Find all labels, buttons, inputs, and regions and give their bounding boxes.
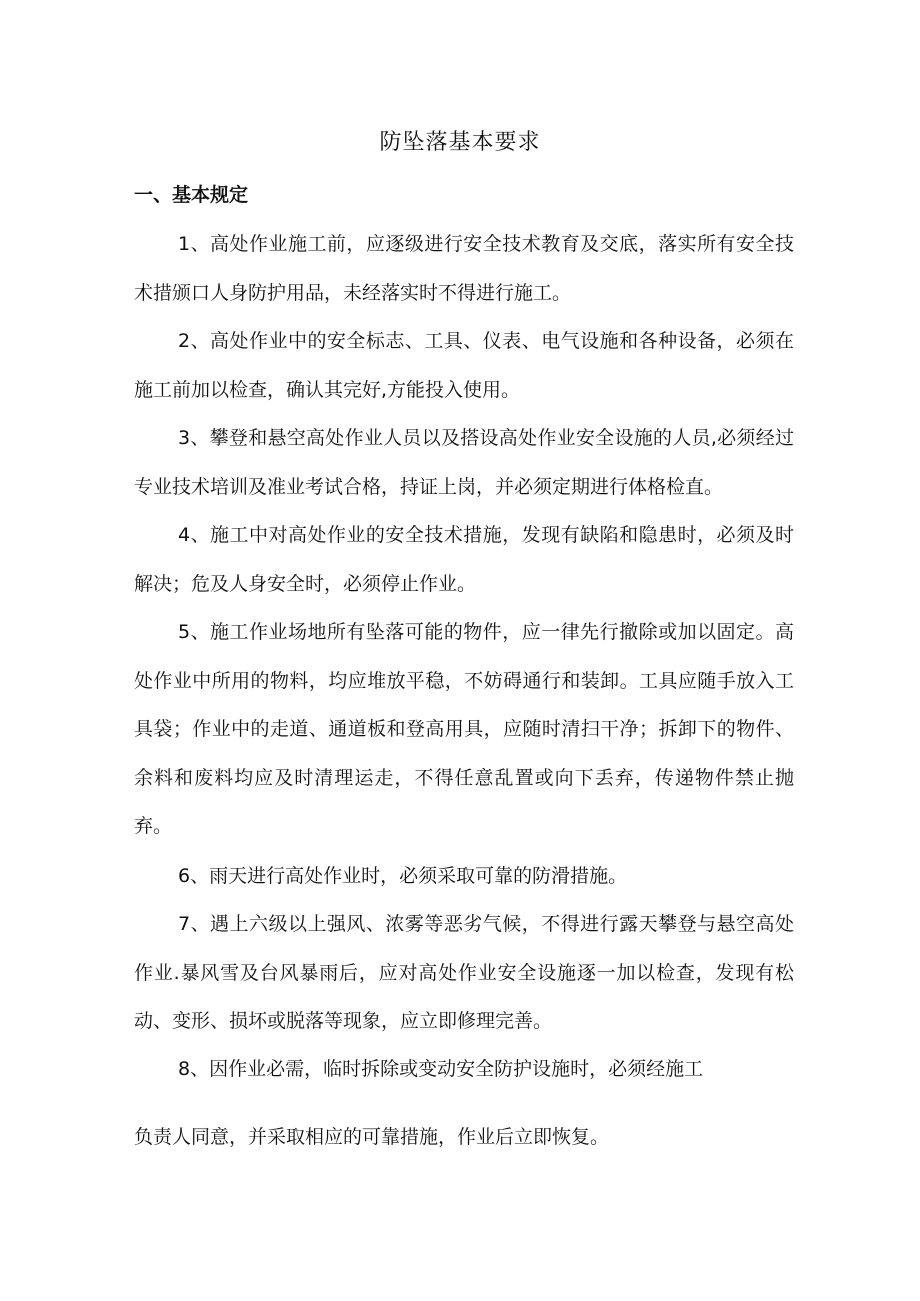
paragraph-7: 7、遇上六级以上强风、浓雾等恶劣气候，不得进行露天攀登与悬空高处作业.暴风雪及台风暴雨后，应对高处作业安全设施逐一加以检查，发现有松动、变形、损坏或脱落等现象，应立即修理完善。 [134, 913, 794, 1032]
paragraph-1: 1、高处作业施工前，应逐级进行安全技术教育及交底，落实所有安全技术措颁口人身防护用品，未经落实时不得进行施工。 [134, 233, 794, 304]
paragraph-3: 3、攀登和悬空高处作业人员以及搭设高处作业安全设施的人员,必须经过专业技术培训及准业考试合格，持证上岗，并必须定期进行体格检直。 [134, 427, 794, 498]
paragraph-6: 6、雨天进行高处作业时，必须采取可靠的防滑措施。 [178, 865, 628, 887]
paragraph-8: 8、因作业必需，临时拆除或变动安全防护设施时，必须经施工 [178, 1058, 704, 1080]
paragraph-5: 5、施工作业场地所有坠落可能的物件，应一律先行撤除或加以固定。高处作业中所用的物料，均应堆放平稳，不妨碍通行和装卸。工具应随手放入工具袋；作业中的走道、通道板和登高用具，应随时清扫干净；拆卸下的物件、余料和废料均应及时清理运走，不得任意乱置或向下丢弃，传递物件禁止抛弃。 [134, 621, 794, 837]
paragraph-8-continuation: 负责人同意，并采取相应的可靠措施，作业后立即恢复。 [134, 1126, 610, 1148]
page-title: 防坠落基本要求 [379, 130, 541, 155]
paragraph-4: 4、施工中对高处作业的安全技术措施，发现有缺陷和隐患时，必须及时解决；危及人身安全时，必须停止作业。 [134, 524, 794, 595]
paragraph-2: 2、高处作业中的安全标志、工具、仪表、电气设施和各种设备，必须在施工前加以检查，确认其完好,方能投入使用。 [134, 330, 794, 401]
section-heading: 一、基本规定 [134, 184, 249, 206]
